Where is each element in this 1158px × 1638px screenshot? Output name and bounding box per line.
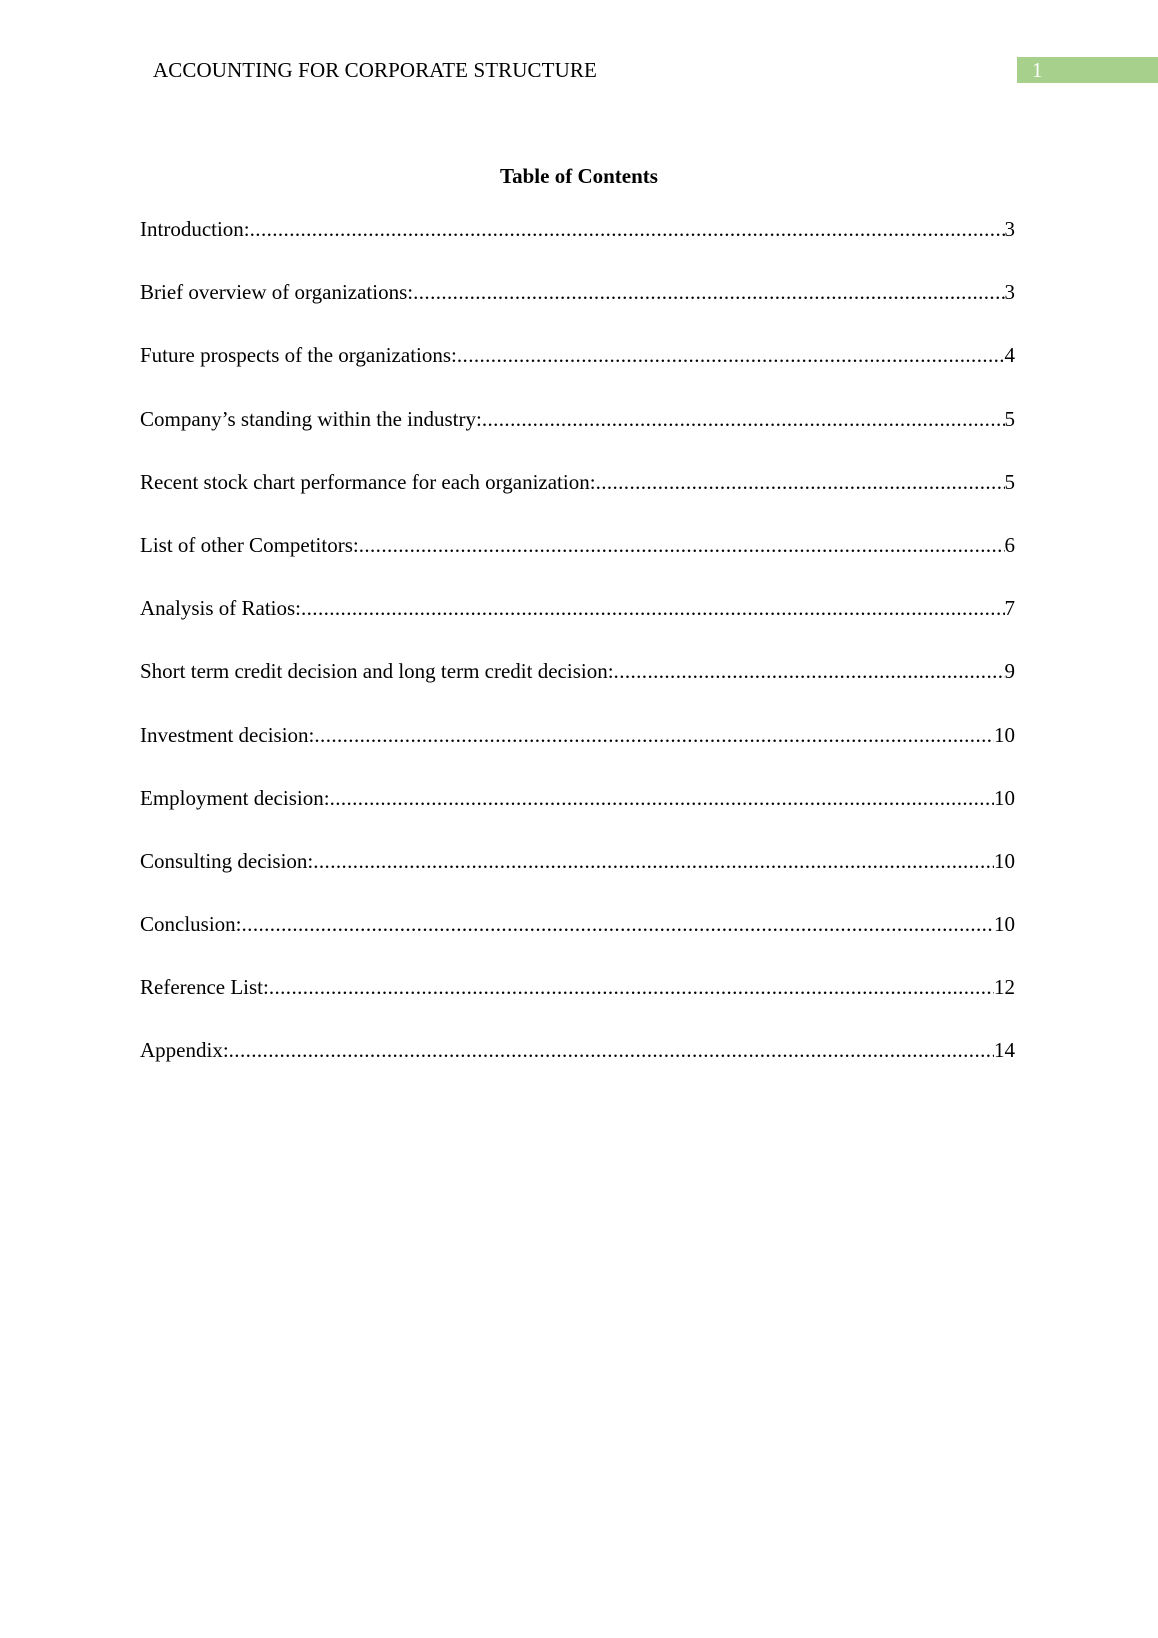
dot-leader <box>314 721 994 749</box>
toc-entry-label: Introduction: <box>140 217 250 241</box>
dot-leader <box>413 278 1004 306</box>
table-of-contents <box>140 215 1015 1100</box>
toc-entry-conclusion[interactable] <box>140 910 1015 973</box>
toc-entry-label: Consulting decision: <box>140 848 314 873</box>
dot-leader <box>313 847 994 875</box>
toc-entry-label: Future prospects of the organizations: <box>140 343 457 368</box>
toc-entry-label: Conclusion: <box>140 912 242 937</box>
dot-leader <box>359 531 1005 559</box>
toc-entry-industry-standing[interactable] <box>140 405 1015 468</box>
toc-entry-page: 6 <box>1004 532 1015 557</box>
toc-entry-future-prospects[interactable] <box>140 341 1015 404</box>
toc-entry-page: 3 <box>1004 217 1015 241</box>
toc-entry-brief-overview[interactable] <box>140 278 1015 341</box>
toc-entry-label: Analysis of Ratios: <box>140 596 301 621</box>
toc-entry-page: 4 <box>1004 343 1015 368</box>
toc-entry-label: Short term credit decision and long term credit decision: <box>140 659 614 684</box>
toc-entry-page: 12 <box>994 975 1015 1000</box>
dot-leader <box>269 973 994 1001</box>
toc-entry-page: 10 <box>994 912 1015 937</box>
dot-leader <box>614 657 1005 685</box>
page-number: 1 <box>1032 58 1043 82</box>
dot-leader <box>330 784 994 812</box>
toc-entry-credit-decision[interactable] <box>140 657 1015 720</box>
dot-leader <box>596 468 1005 496</box>
toc-entry-competitors[interactable] <box>140 531 1015 594</box>
toc-entry-page: 10 <box>994 722 1015 747</box>
dot-leader <box>229 1036 994 1064</box>
dot-leader <box>250 215 1005 243</box>
dot-leader <box>457 341 1005 369</box>
toc-entry-label: Recent stock chart performance for each organization: <box>140 469 596 494</box>
toc-entry-label: Investment decision: <box>140 722 315 747</box>
toc-entry-page: 14 <box>994 1038 1015 1063</box>
toc-entry-label: Company’s standing within the industry: <box>140 406 482 431</box>
toc-entry-label: List of other Competitors: <box>140 532 359 557</box>
toc-entry-page: 9 <box>1004 659 1015 684</box>
dot-leader <box>242 910 994 938</box>
toc-entry-page: 7 <box>1004 596 1015 621</box>
toc-entry-label: Appendix: <box>140 1038 229 1063</box>
toc-entry-page: 3 <box>1004 280 1015 305</box>
page-number-badge <box>1017 57 1158 83</box>
toc-entry-ratio-analysis[interactable] <box>140 594 1015 657</box>
toc-entry-stock-chart[interactable] <box>140 468 1015 531</box>
toc-entry-page: 10 <box>994 848 1015 873</box>
toc-entry-employment-decision[interactable] <box>140 784 1015 847</box>
dot-leader <box>482 405 1005 433</box>
toc-entry-label: Reference List: <box>140 975 269 1000</box>
toc-title: Table of Contents <box>500 164 658 188</box>
toc-entry-reference-list[interactable] <box>140 973 1015 1036</box>
header-title: ACCOUNTING FOR CORPORATE STRUCTURE <box>153 58 597 82</box>
toc-entry-appendix[interactable] <box>140 1036 1015 1099</box>
toc-entry-label: Brief overview of organizations: <box>140 280 414 305</box>
dot-leader <box>301 594 1005 622</box>
toc-entry-page: 5 <box>1004 469 1015 494</box>
toc-entry-introduction[interactable] <box>140 215 1015 278</box>
toc-entry-consulting-decision[interactable] <box>140 847 1015 910</box>
toc-entry-investment-decision[interactable] <box>140 721 1015 784</box>
toc-entry-label: Employment decision: <box>140 785 330 810</box>
toc-entry-page: 10 <box>994 785 1015 810</box>
toc-entry-page: 5 <box>1004 406 1015 431</box>
